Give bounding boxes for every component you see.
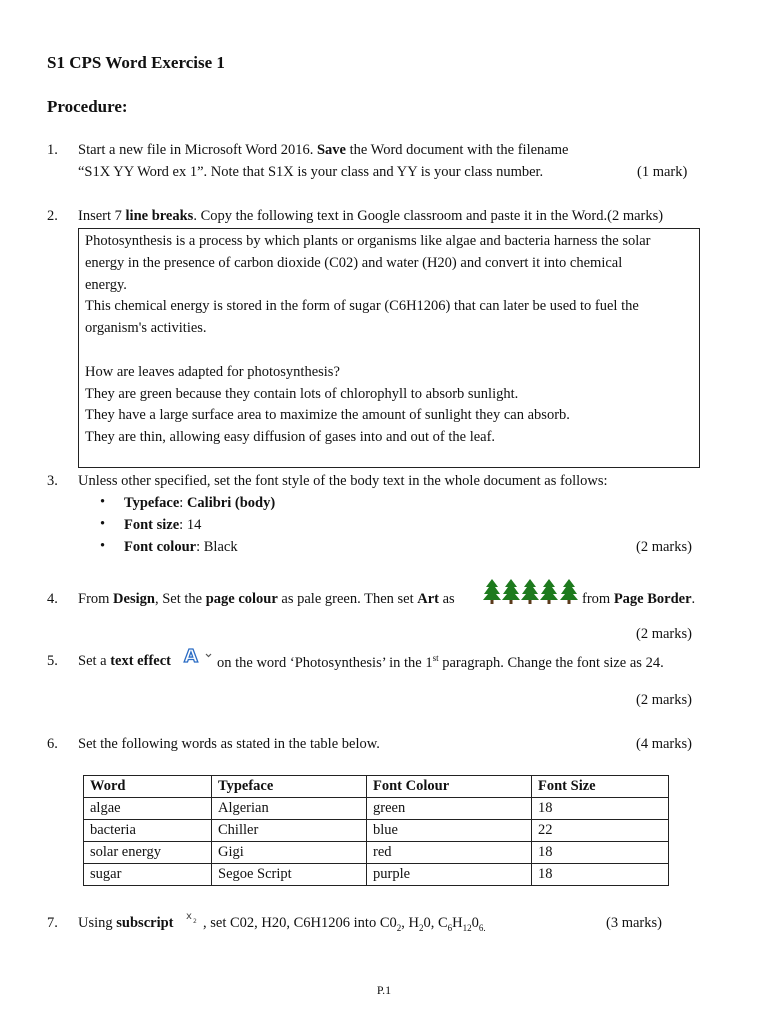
bullet-dot: • [100,516,106,532]
box-line: They have a large surface area to maximize the amount of sunlight they can absorb. [85,407,570,424]
svg-text:2: 2 [193,918,197,925]
bullet-typeface: Typeface: Calibri (body) [124,495,276,511]
table-header-cell: Word [84,776,212,798]
item-3-mark: (2 marks) [636,539,692,555]
item-6-mark: (4 marks) [636,736,692,752]
table-cell: Algerian [212,798,367,820]
table-header-cell: Typeface [212,776,367,798]
item-4-number: 4. [47,591,58,607]
table-cell: 18 [532,798,669,820]
svg-text:x: x [186,911,192,922]
box-line: energy in the presence of carbon dioxide (C02) and water (H20) and convert it into chemical [85,254,623,271]
item-7-line-1b: , set C02, H20, C6H1206 into $C0_2$, $H_20$, $C_6H_{12}0_{6.}$ [203,915,486,933]
item-1-line-2: “S1X YY Word ex 1”. Note that S1X is your class and YY is your class number. [78,164,544,180]
table-cell: sugar [84,864,212,886]
table-cell: Gigi [212,842,367,864]
box-line: They are thin, allowing easy diffusion of gases into and out of the leaf. [85,429,496,446]
table-cell: solar energy [84,842,212,864]
item-3-number: 3. [47,473,58,489]
table-cell: Segoe Script [212,864,367,886]
item-5-line-1b: on the word ‘Photosynthesis’ in the 1st paragraph. Change the font size as 24. [217,653,664,671]
table-header-cell: Font Colour [367,776,532,798]
item-7-mark: (3 marks) [606,915,662,931]
box-line: This chemical energy is stored in the form of sugar (C6H1206) that can later be used to fuel the [85,298,639,315]
item-1-number: 1. [47,142,58,158]
table-cell: green [367,798,532,820]
document-title: S1 CPS Word Exercise 1 [47,53,225,72]
item-6-line-1: Set the following words as stated in the table below. [78,736,380,752]
table-row [84,842,669,864]
box-line: organism's activities. [85,320,207,337]
box-line: How are leaves adapted for photosynthesis? [85,363,340,380]
text-effect-icon [182,645,214,667]
item-7-number: 7. [47,915,58,931]
photosynthesis-text-box [78,228,700,468]
item-5-number: 5. [47,653,58,669]
table-header-row [84,776,669,798]
table-cell: 18 [532,864,669,886]
box-blank-line [85,340,693,362]
table-cell: Chiller [212,820,367,842]
word-format-table [83,775,669,886]
box-line: They are green because they contain lots of chlorophyll to absorb sunlight. [85,385,519,402]
bullet-dot: • [100,494,106,510]
item-3-line-1: Unless other specified, set the font style of the body text in the whole document as follows: [78,473,608,489]
tree-border-art-icon [483,578,579,604]
table-row [84,864,669,886]
bullet-font-colour: Font colour: Black [124,539,238,555]
table-cell: bacteria [84,820,212,842]
box-line: energy. [85,276,127,293]
item-4-line-1-end: from Page Border. [582,591,696,607]
table-row [84,820,669,842]
item-1-line-1: Start a new file in Microsoft Word 2016. Save the Word document with the filename [78,142,569,158]
table-cell: algae [84,798,212,820]
bullet-dot: • [100,538,106,554]
item-2-number: 2. [47,208,58,224]
item-5-line-1a: Set a text effect [78,653,171,669]
table-cell: purple [367,864,532,886]
table-cell: 22 [532,820,669,842]
svg-text:A: A [184,646,198,667]
table-header-cell: Font Size [532,776,669,798]
page-number: P.1 [376,983,392,997]
table-cell: blue [367,820,532,842]
procedure-heading: Procedure: [47,97,128,116]
item-7-line-1a: Using subscript [78,915,174,931]
bullet-font-size: Font size: 14 [124,517,202,533]
item-6-number: 6. [47,736,58,752]
item-4-line-1: From Design, Set the page colour as pale green. Then set Art as [78,591,455,607]
item-4-mark: (2 marks) [636,626,692,642]
table-cell: 18 [532,842,669,864]
item-2-line-1: Insert 7 line breaks. Copy the following text in Google classroom and paste it in the Word.(2 marks) [78,208,664,224]
table-cell: red [367,842,532,864]
item-5-mark: (2 marks) [636,692,692,708]
subscript-icon [184,909,202,925]
box-line: Photosynthesis is a process by which plants or organisms like algae and bacteria harness the solar [85,233,651,249]
item-1-mark: (1 mark) [637,164,688,180]
table-row [84,798,669,820]
